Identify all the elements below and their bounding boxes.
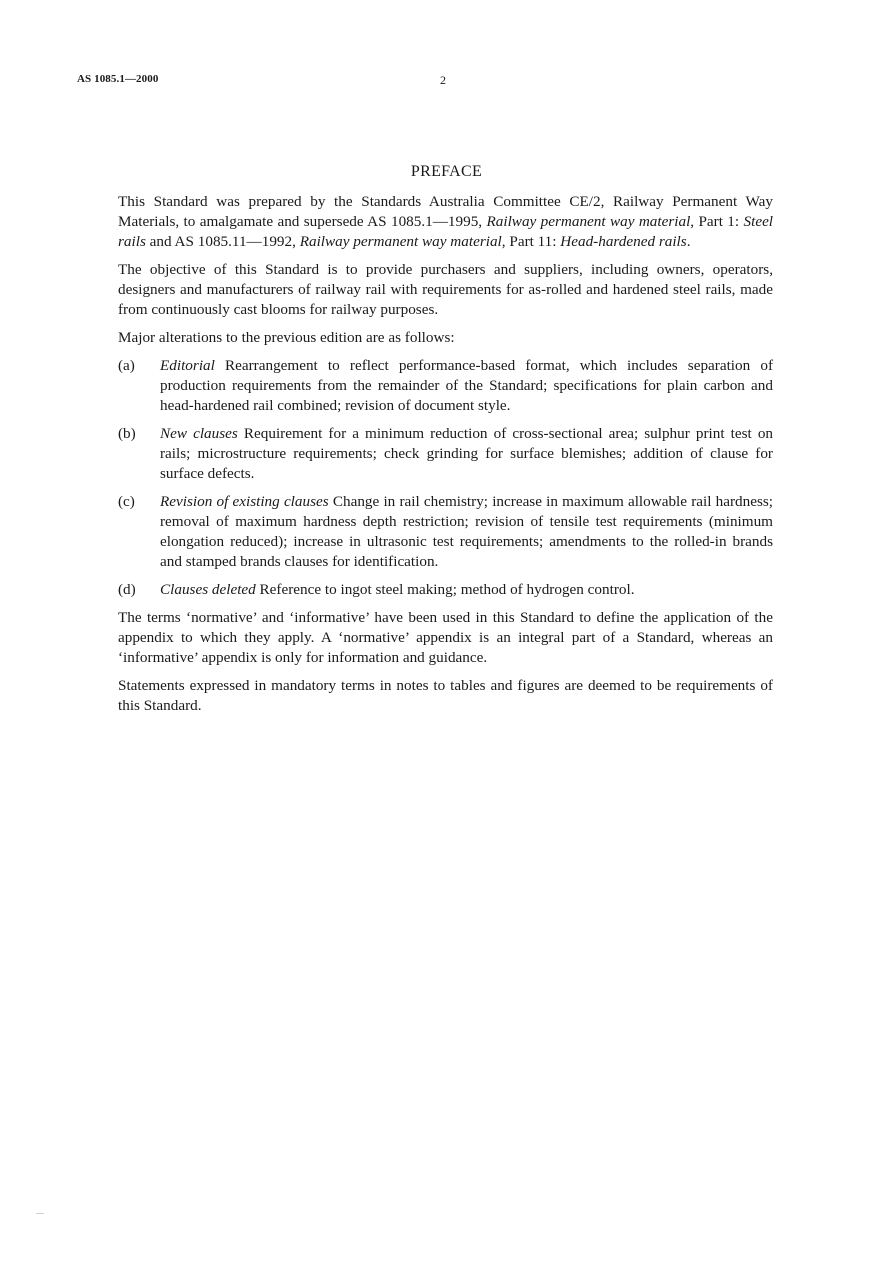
list-item xyxy=(118,356,773,416)
list-item-label: (d) xyxy=(118,581,136,598)
list-item-text: Rearrangement to reflect performance-based format, which includes separation of production requirements from the remainder of the Standard; specifications for plain carbon and head-hardened rail combined; revision of document style. xyxy=(160,357,774,414)
list-item-heading: Clauses deleted xyxy=(160,581,256,598)
scan-edge-mark xyxy=(36,1213,44,1214)
terms-paragraph: The terms ‘normative’ and ‘informative’ have been used in this Standard to define the application of the appendix to which they apply. A ‘normative’ appendix is an integral part of a Standard, whereas an ‘informative’ appendix is only for information and guidance. xyxy=(118,609,773,666)
list-item-heading: New clauses xyxy=(160,425,238,442)
alterations-intro: Major alterations to the previous edition are as follows: xyxy=(118,329,455,346)
list-item-label: (b) xyxy=(118,425,136,442)
list-item xyxy=(118,424,773,484)
list-item xyxy=(118,492,773,572)
objective-paragraph: The objective of this Standard is to provide purchasers and suppliers, including owners, operators, designers and manufacturers of railway rail with requirements for as-rolled and hardened steel rails, made from continuously cast blooms for railway purposes. xyxy=(118,261,773,318)
running-head-standard-id: AS 1085.1—2000 xyxy=(77,73,159,85)
list-item-text: Reference to ingot steel making; method of hydrogen control. xyxy=(259,581,635,598)
intro-paragraph: This Standard was prepared by the Standards Australia Committee CE/2, Railway Permanent Way Materials, to amalgamate and supersede AS 1085.1—1995, Railway permanent way material, Part 1: Steel rails and AS 1085.11—1992, Railway permanent way material, Part 11: Head-hardened rails. xyxy=(118,193,774,250)
list-item-heading: Editorial xyxy=(160,357,215,374)
list-item-heading: Revision of existing clauses xyxy=(160,493,329,510)
list-item xyxy=(118,580,773,600)
page-title: PREFACE xyxy=(410,163,483,180)
list-item-label: (a) xyxy=(118,357,135,374)
cited-title: Head-hardened rails xyxy=(560,233,687,250)
cited-title: Steel rails xyxy=(118,213,774,250)
preface-body xyxy=(118,192,773,724)
page-number: 2 xyxy=(440,73,446,87)
list-item-text: Change in rail chemistry; increase in maximum allowable rail hardness; removal of maximum hardness depth restriction; revision of tensile test requirements (minimum elongation reduced); increase in ultrasonic test requirements; amendments to the rolled-in brands and stamped brands clauses for identification. xyxy=(160,493,773,570)
statements-paragraph: Statements expressed in mandatory terms in notes to tables and figures are deemed to be requirements of this Standard. xyxy=(118,677,773,714)
list-item-label: (c) xyxy=(118,493,135,510)
cited-title: Railway permanent way material xyxy=(486,213,691,230)
list-item-text: Requirement for a minimum reduction of cross-sectional area; sulphur print test on rails; microstructure requirements; check grinding for surface blemishes; addition of clause for surface defects. xyxy=(160,425,774,482)
cited-title: Railway permanent way material xyxy=(299,233,502,250)
